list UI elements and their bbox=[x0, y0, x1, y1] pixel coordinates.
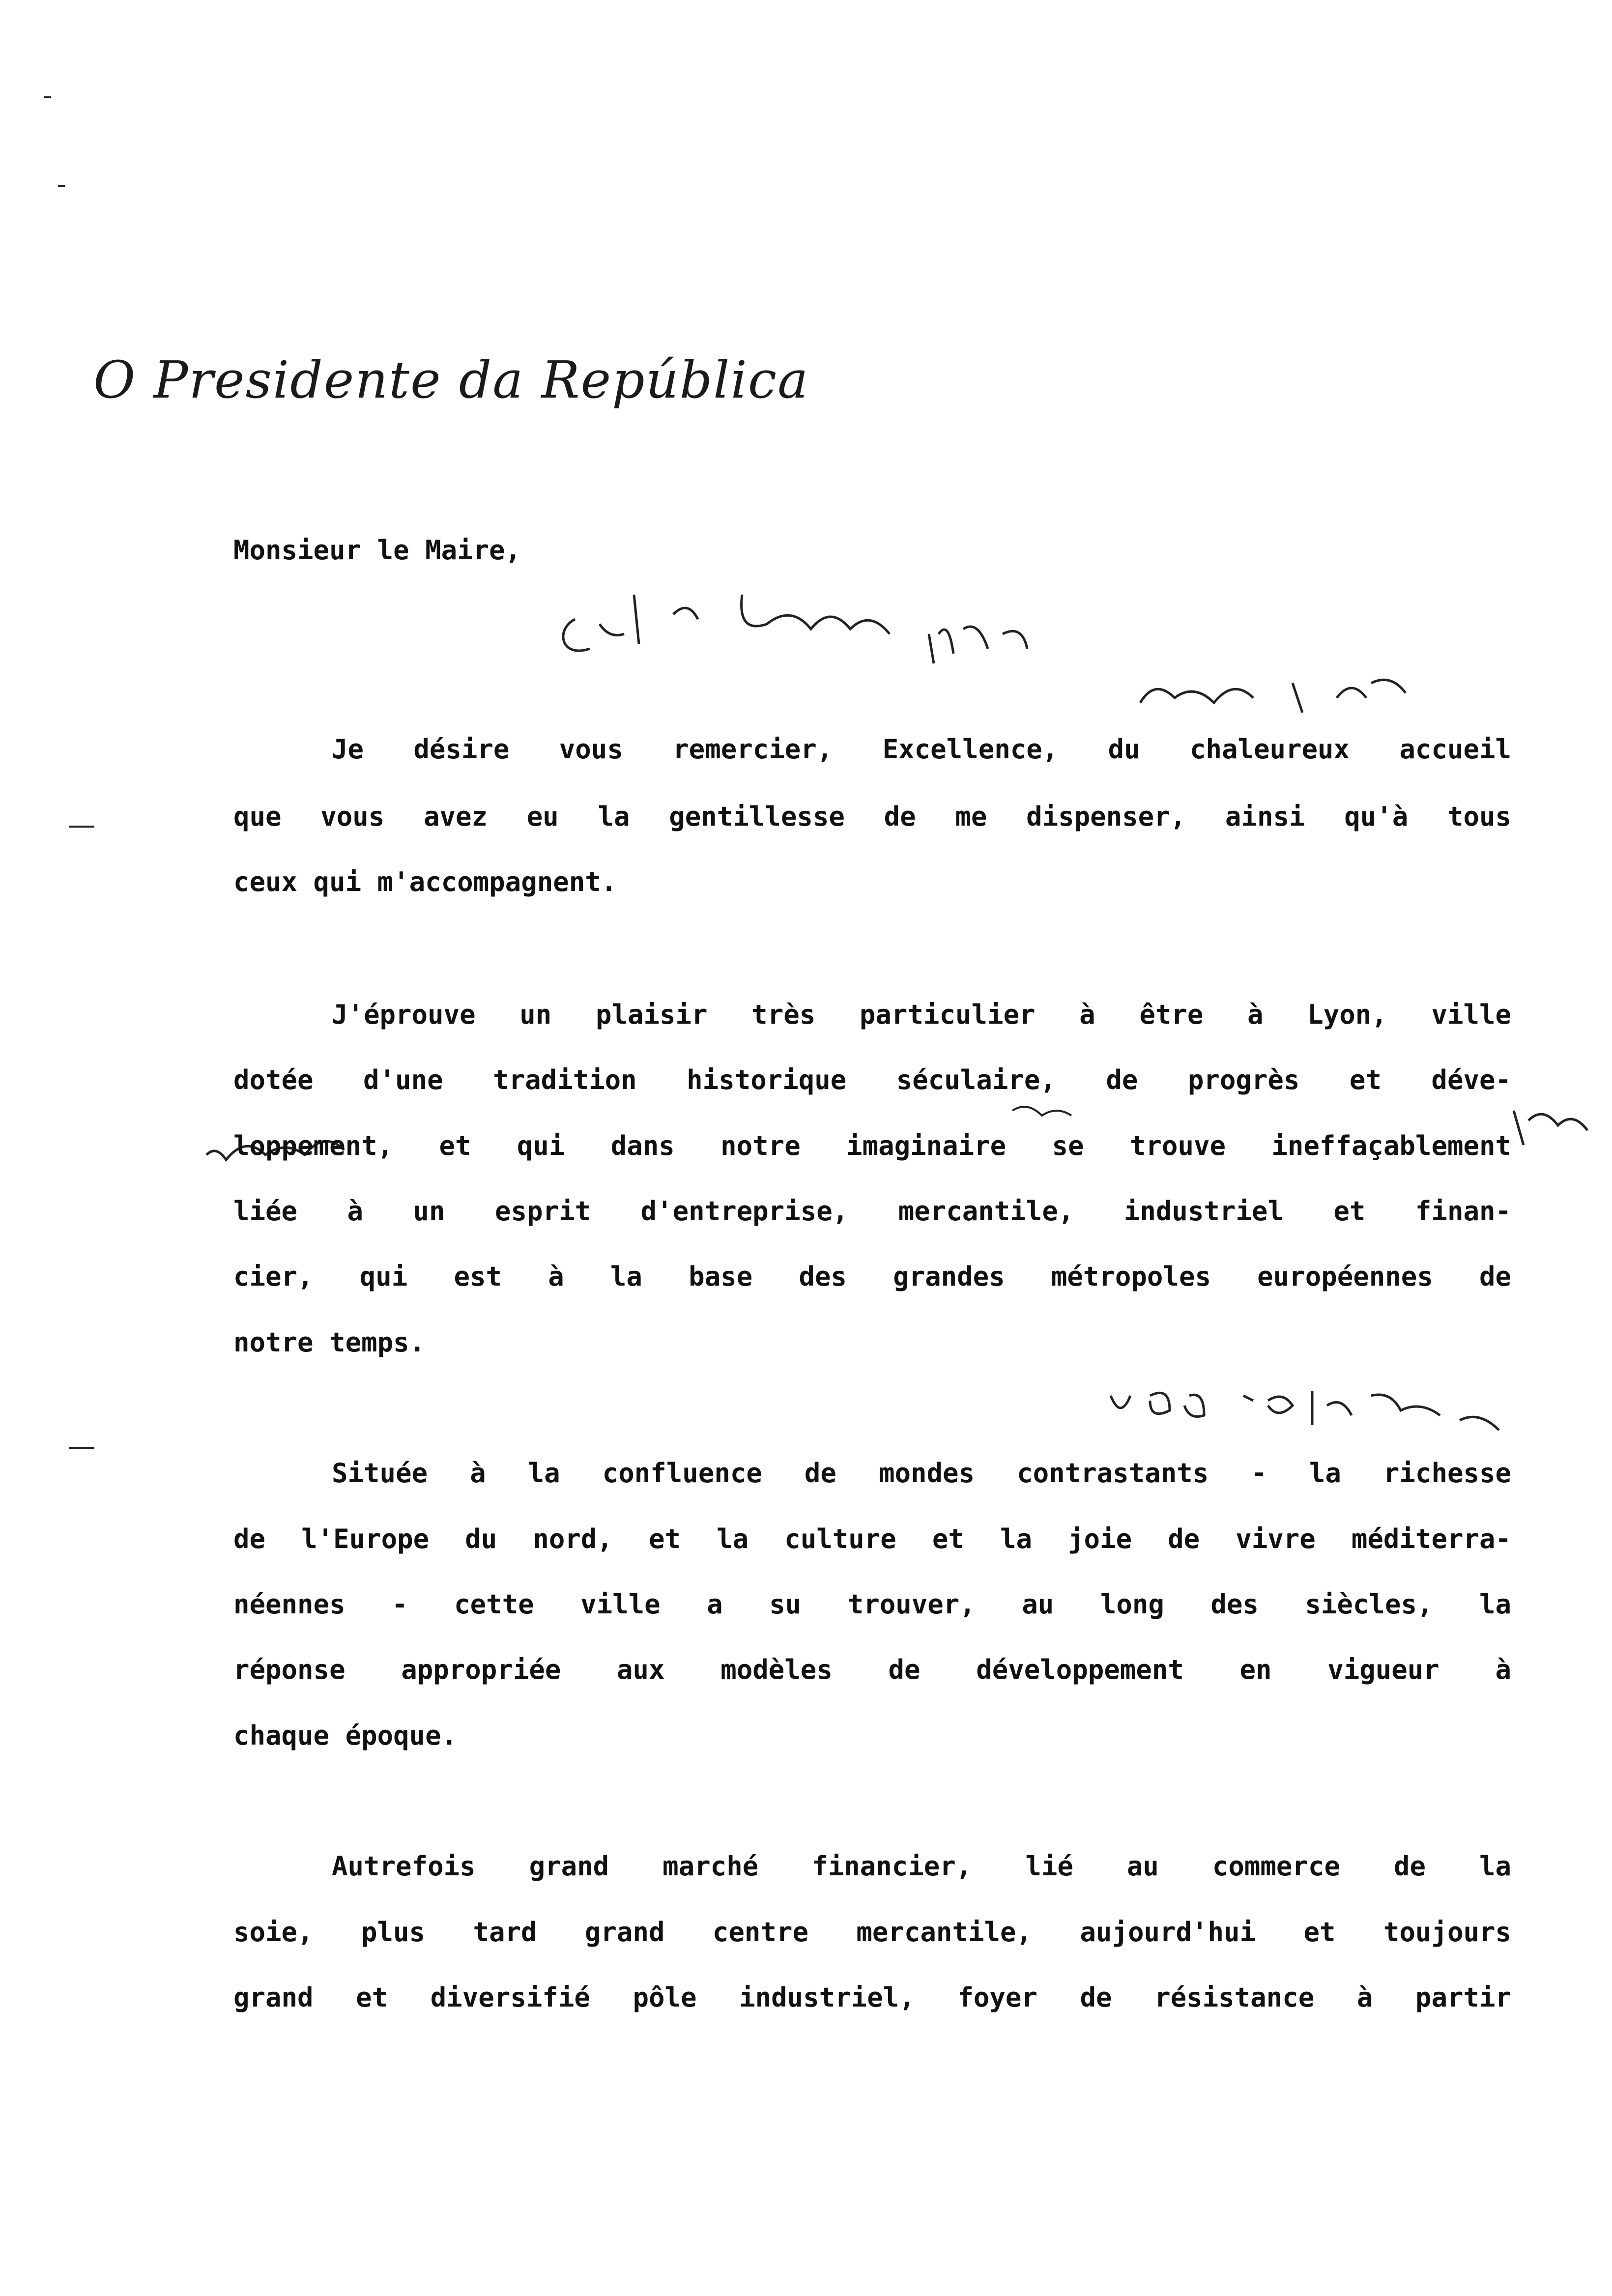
paragraph-line: liée à un esprit d'entreprise, mercantile, industriel et finan- bbox=[233, 1196, 1511, 1227]
salutation: Monsieur le Maire, bbox=[233, 535, 521, 566]
paragraph-line: Située à la confluence de mondes contrastants - la richesse bbox=[332, 1458, 1511, 1489]
handwritten-annotation bbox=[555, 565, 1548, 752]
paragraph-line: grand et diversifié pôle industriel, foyer de résistance à partir bbox=[233, 1982, 1511, 2013]
paragraph-line: Autrefois grand marché financier, lié au commerce de la bbox=[332, 1851, 1511, 1882]
paragraph-line: ceux qui m'accompagnent. bbox=[233, 866, 617, 897]
letterhead: O Presidente da República bbox=[93, 350, 809, 410]
paragraph-line: J'éprouve un plaisir très particulier à être à Lyon, ville bbox=[332, 999, 1511, 1030]
handwritten-annotation bbox=[1106, 1376, 1548, 1455]
paragraph-line: chaque époque. bbox=[233, 1720, 458, 1751]
paragraph-line: que vous avez eu la gentillesse de me dispenser, ainsi qu'à tous bbox=[233, 801, 1511, 832]
paragraph-line: néennes - cette ville a su trouver, au long des siècles, la bbox=[233, 1589, 1511, 1620]
paragraph-line: réponse appropriée aux modèles de développement en vigueur à bbox=[233, 1654, 1511, 1685]
paragraph-line: soie, plus tard grand centre mercantile, aujourd'hui et toujours bbox=[233, 1917, 1511, 1948]
paragraph-line: Je désire vous remercier, Excellence, du chaleureux accueil bbox=[332, 734, 1511, 765]
margin-mark bbox=[69, 826, 94, 828]
paragraph-line: loppement, et qui dans notre imaginaire se trouve ineffaçablement bbox=[233, 1130, 1511, 1161]
paragraph-line: de l'Europe du nord, et la culture et la joie de vivre méditerra- bbox=[233, 1523, 1511, 1554]
margin-mark bbox=[58, 185, 65, 187]
paragraph-line: notre temps. bbox=[233, 1327, 426, 1358]
paragraph-line: cier, qui est à la base des grandes métropoles européennes de bbox=[233, 1261, 1511, 1292]
margin-mark bbox=[44, 96, 51, 98]
margin-mark bbox=[69, 1447, 94, 1449]
paragraph-line: dotée d'une tradition historique séculaire, de progrès et déve- bbox=[233, 1064, 1511, 1095]
